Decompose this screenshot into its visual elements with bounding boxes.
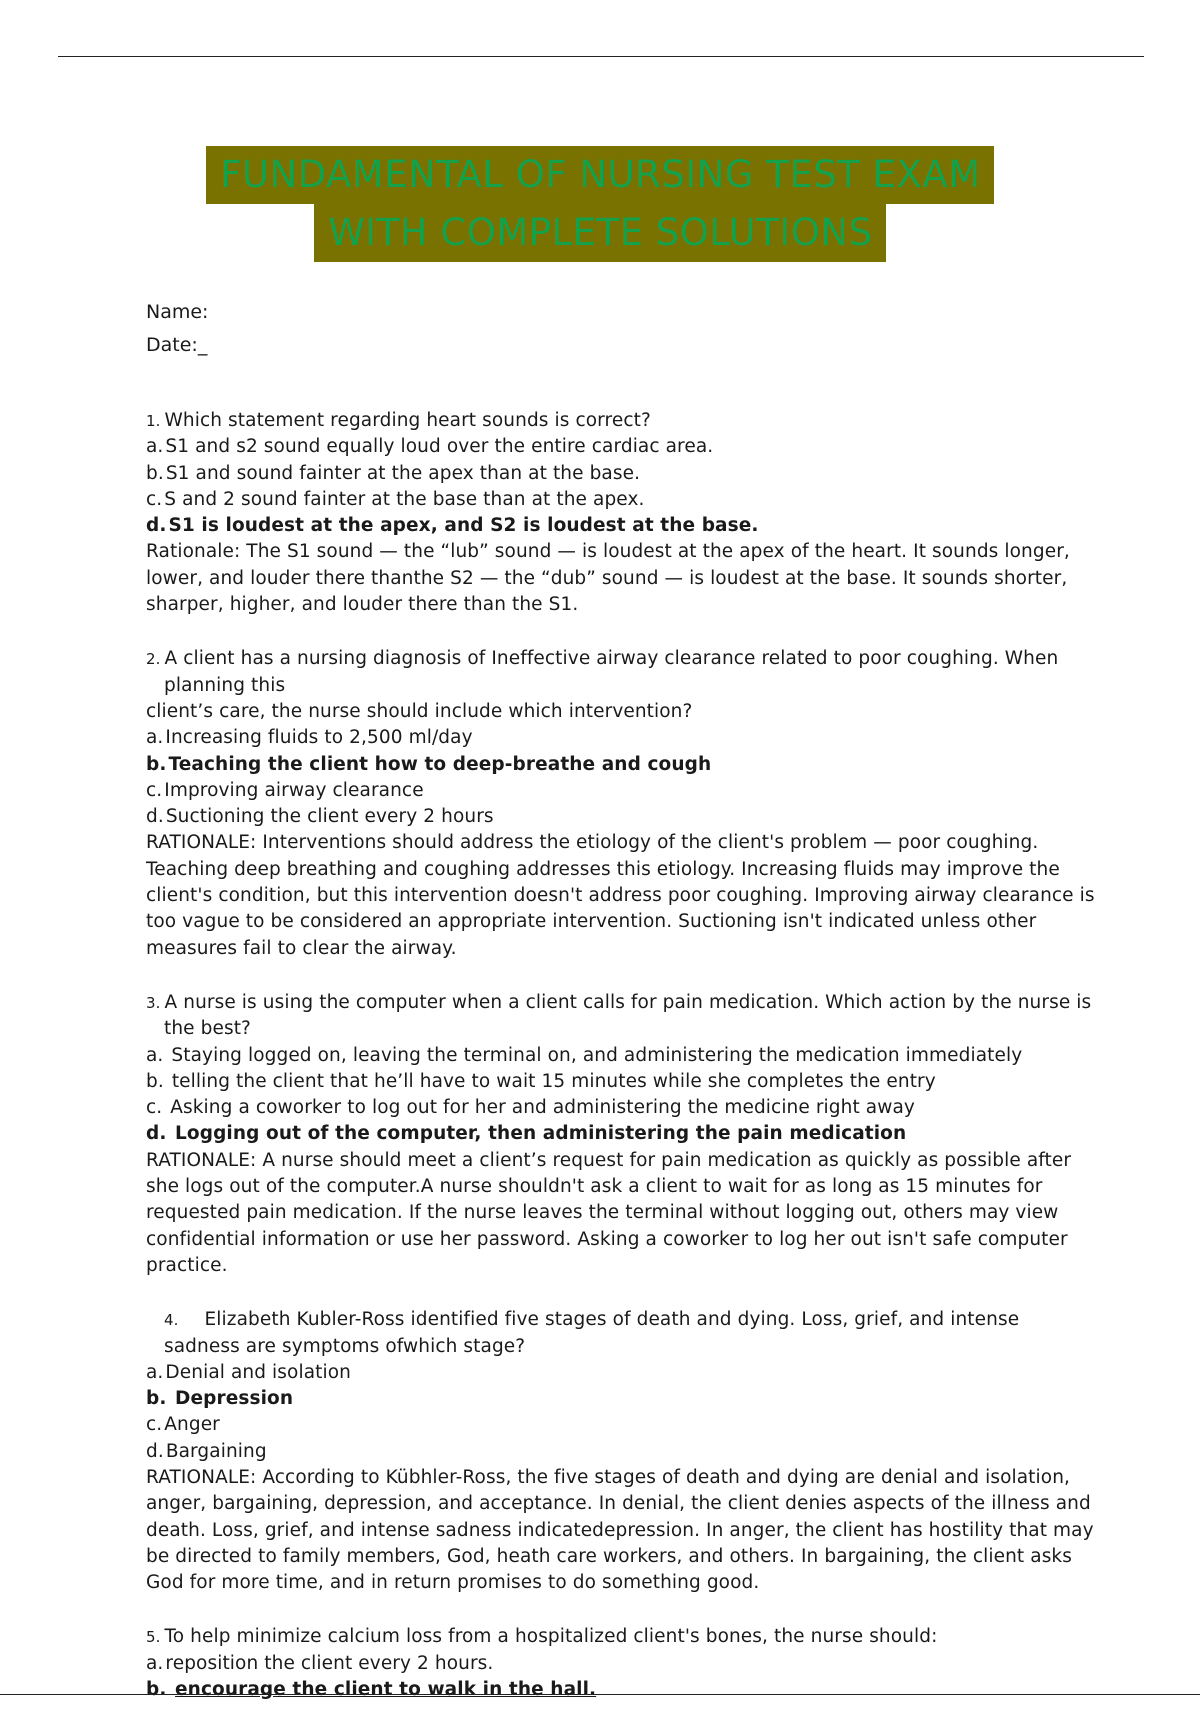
- question-text: 3. A nurse is using the computer when a client calls for pain medication. Which action by the nurse is the best?: [146, 991, 1092, 1040]
- title-line-1: FUNDAMENTAL OF NURSING TEST EXAM: [206, 146, 995, 204]
- question-text-continued: client’s care, the nurse should include which intervention?: [146, 700, 693, 722]
- option-a: a. Staying logged on, leaving the terminal on, and administering the medication immediately: [146, 1044, 1023, 1066]
- option-a: a. Denial and isolation: [146, 1361, 351, 1383]
- question-1: [146, 408, 1096, 618]
- option-a: a. reposition the client every 2 hours.: [146, 1652, 494, 1674]
- date-label: Date:_: [146, 334, 208, 356]
- question-3: [146, 990, 1096, 1279]
- option-b: b. S1 and sound fainter at the apex than at the base.: [146, 462, 641, 484]
- question-number: 5.: [146, 1628, 161, 1647]
- question-number: 3.: [146, 993, 161, 1012]
- option-d: d. Bargaining: [146, 1440, 267, 1462]
- question-text: 2. A client has a nursing diagnosis of Ineffective airway clearance related to poor coughing. When planning this: [146, 648, 1059, 696]
- question-number: 1.: [146, 412, 161, 430]
- option-b-correct: b. Teaching the client how to deep-breathe and cough: [146, 753, 712, 775]
- rationale: RATIONALE: According to Kübhler-Ross, the five stages of death and dying are denial and isolation, anger, bargaining, depression, and acceptance. In denial, the client denies aspects of the illness and death. Loss, grief, and intense sadness indicatedepression. In anger, the client has hostility that may be directed to family members, God, heath care workers, and others. In bargaining, the client asks God for more time, and in return promises to do something good.: [146, 1466, 1094, 1594]
- title-line-2: WITH COMPLETE SOLUTIONS: [314, 204, 886, 262]
- meta-fields: [146, 296, 208, 362]
- question-text: 4. Elizabeth Kubler-Ross identified five stages of death and dying. Loss, grief, and intense sadness are symptoms ofwhich stage?: [164, 1309, 1020, 1357]
- option-c: c. Anger: [146, 1414, 220, 1436]
- header-rule: [58, 56, 1144, 57]
- option-c: c. S and 2 sound fainter at the base than at the apex.: [146, 488, 645, 510]
- question-number: 4.: [164, 1311, 179, 1330]
- option-a: a. S1 and s2 sound equally loud over the entire cardiac area.: [146, 436, 714, 458]
- question-text: 1. Which statement regarding heart sounds is correct?: [146, 410, 651, 431]
- option-d: d. Suctioning the client every 2 hours: [146, 806, 494, 828]
- footer-rule: [0, 1694, 1200, 1695]
- question-2: [146, 646, 1096, 962]
- question-5: [146, 1624, 1096, 1703]
- option-c: c. Improving airway clearance: [146, 779, 424, 801]
- rationale: Rationale: The S1 sound — the “lub” sound — is loudest at the apex of the heart. It sounds longer, lower, and louder there thanthe S2 — the “dub” sound — is loudest at the base. It sounds shorter, sharper, higher, and louder there than the S1.: [146, 541, 1070, 616]
- option-d-correct: d. S1 is loudest at the apex, and S2 is loudest at the base.: [146, 515, 759, 537]
- option-b-correct: b. Depression: [146, 1388, 294, 1410]
- rationale: RATIONALE: Interventions should address the etiology of the client's problem — poor coughing. Teaching deep breathing and coughing addresses this etiology. Increasing fluids may improve the client's condition, but this intervention doesn't address poor coughing. Improving airway clearance is too vague to be considered an appropriate intervention. Suctioning isn't indicated unless other measures fail to clear the airway.: [146, 832, 1095, 959]
- question-number: 2.: [146, 650, 161, 669]
- question-4: [146, 1307, 1096, 1596]
- option-c: c. Asking a coworker to log out for her and administering the medicine right away: [146, 1097, 915, 1119]
- questions-list: [146, 408, 1096, 1731]
- document-title: [0, 146, 1200, 262]
- option-a: a. Increasing fluids to 2,500 ml/day: [146, 727, 473, 749]
- option-b-correct: b. encourage the client to walk in the hall.: [146, 1679, 597, 1701]
- option-d-correct: d. Logging out of the computer, then administering the pain medication: [146, 1123, 907, 1145]
- name-label: Name:: [146, 301, 209, 323]
- option-b: b. telling the client that he’ll have to wait 15 minutes while she completes the entry: [146, 1070, 936, 1092]
- question-text: 5. To help minimize calcium loss from a hospitalized client's bones, the nurse should:: [146, 1626, 938, 1648]
- rationale: RATIONALE: A nurse should meet a client’s request for pain medication as quickly as possible after she logs out of the computer.A nurse shouldn't ask a client to wait for as long as 15 minutes for requested pain medication. If the nurse leaves the terminal without logging out, others may view confidential information or use her password. Asking a coworker to log her out isn't safe computer practice.: [146, 1149, 1072, 1276]
